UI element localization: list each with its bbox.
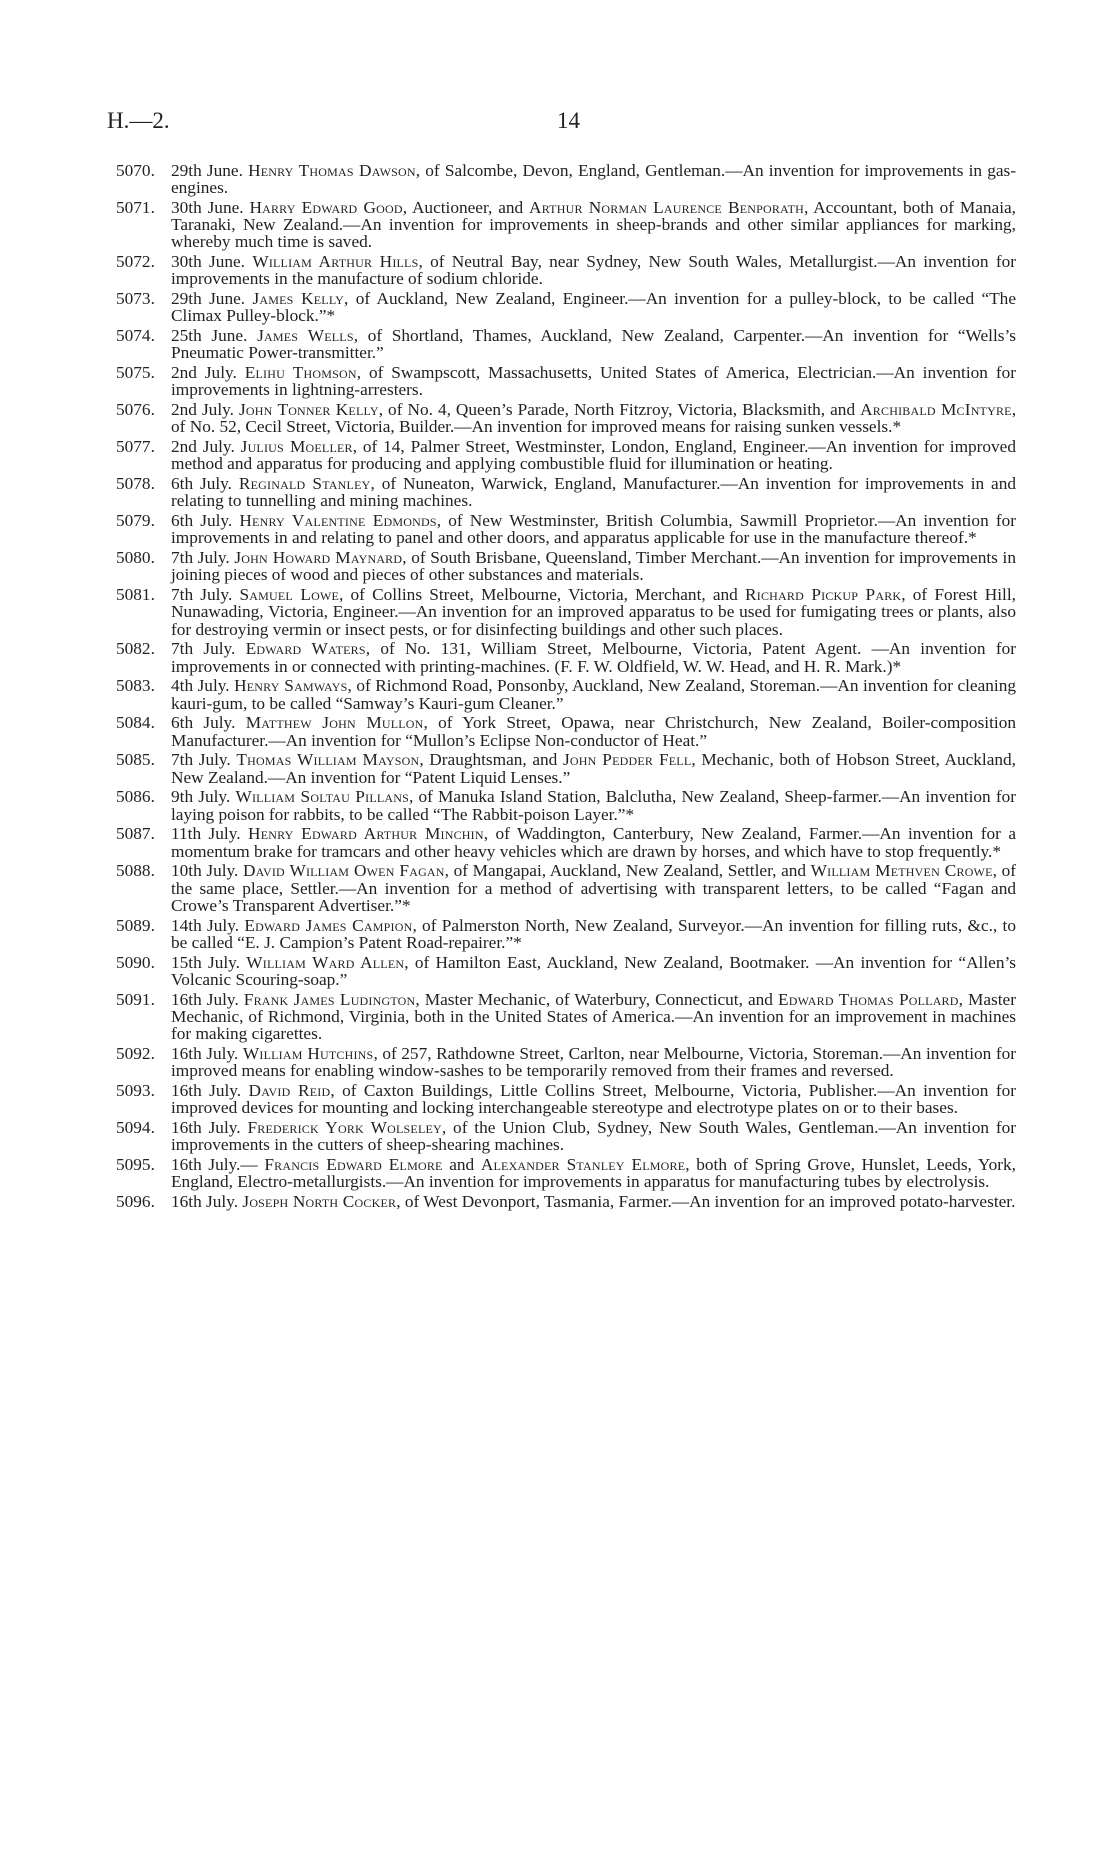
entry-description: , Auctioneer, and bbox=[402, 198, 530, 217]
applicant-name: William Arthur Hills bbox=[252, 252, 419, 272]
entry-number: 5073. bbox=[116, 289, 155, 309]
entry-date: 10th July. bbox=[171, 861, 239, 881]
entry-description: , of Waddington, Canterbury, New Zealand, Farmer.—An invention for a momentum brake for tramcars and other heavy vehicles which are drawn by horses, and which have to stop frequently.* bbox=[171, 824, 1016, 861]
patent-entry bbox=[116, 917, 1016, 951]
applicant-name: Elihu Thomson bbox=[244, 363, 357, 383]
entry-number: 5075. bbox=[116, 363, 155, 383]
entry-description: , of New Westminster, British Columbia, Sawmill Proprietor.—An invention for improvements in and relating to panel and other doors, and apparatus applicable for use in the manufacture thereof.* bbox=[171, 511, 1016, 548]
entry-date: 16th July. bbox=[171, 1080, 242, 1100]
entry-number: 5078. bbox=[116, 474, 155, 494]
entry-date: 16th July. bbox=[171, 989, 239, 1009]
applicant-name: Henry Edward Arthur Minchin bbox=[248, 824, 484, 844]
applicant-name: Joseph North Cocker bbox=[242, 1191, 397, 1211]
patent-entry bbox=[116, 1119, 1016, 1153]
patent-entry-list bbox=[116, 162, 1016, 1213]
entry-number: 5074. bbox=[116, 326, 155, 346]
entry-number: 5079. bbox=[116, 511, 155, 531]
entry-number: 5089. bbox=[116, 915, 155, 935]
applicant-name: Harry Edward Good bbox=[249, 198, 403, 217]
entry-description: , of York Street, Opawa, near Christchurch, New Zealand, Boiler-composition Manufacturer.—An invention for “Mullon’s Eclipse Non-conductor of Heat.” bbox=[171, 713, 1016, 750]
entry-description: , Accountant, both of Manaia, Taranaki, New Zealand.—An invention for improvements in sheep-brands and other similar appliances for marking, whereby much time is saved. bbox=[171, 198, 1016, 252]
entry-date: 2nd July. bbox=[171, 363, 237, 383]
entry-description: , of Manuka Island Station, Balclutha, New Zealand, Sheep-farmer.—An invention for laying poison for rabbits, to be called “The Rabbit-poison Layer.”* bbox=[171, 787, 1016, 824]
entry-description: , of the same place, Settler.—An invention for a method of advertising with transparent letters, to be called “Fagan and Crowe’s Transparent Advertiser.”* bbox=[171, 861, 1016, 915]
entry-description: , both of Spring Grove, Hunslet, Leeds, York, England, Electro-metallurgists.—An invention for improvements in apparatus for manufacturing tubes by electrolysis. bbox=[171, 1154, 1016, 1192]
entry-description: , of 257, Rathdowne Street, Carlton, near Melbourne, Victoria, Storeman.—An invention for improved means for enabling window-sashes to be temporarily removed from their frames and reversed. bbox=[171, 1043, 1016, 1081]
patent-entry bbox=[116, 1082, 1016, 1116]
patent-entry bbox=[116, 438, 1016, 472]
patent-entry bbox=[116, 549, 1016, 583]
patent-entry bbox=[116, 862, 1016, 914]
applicant-name: Alexander Stanley Elmore bbox=[480, 1154, 686, 1174]
entry-date: 14th July. bbox=[171, 915, 240, 935]
applicant-name: David William Owen Fagan bbox=[243, 861, 445, 881]
entry-description: , of Salcombe, Devon, England, Gentleman.—An invention for improvements in gas-engines. bbox=[171, 161, 1016, 198]
applicant-name: Edward Thomas Pollard bbox=[777, 989, 959, 1009]
entry-number: 5084. bbox=[116, 713, 155, 733]
page-header bbox=[107, 108, 1027, 140]
entry-description: , of No. 4, Queen’s Parade, North Fitzroy, Victoria, Blacksmith, and bbox=[378, 400, 861, 420]
patent-entry bbox=[116, 199, 1016, 251]
applicant-name: Henry Thomas Dawson bbox=[248, 161, 416, 180]
entry-description: , of West Devonport, Tasmania, Farmer.—An invention for an improved potato-harvester. bbox=[396, 1191, 1016, 1211]
entry-number: 5086. bbox=[116, 787, 155, 807]
patent-entry bbox=[116, 991, 1016, 1043]
entry-description: , of South Brisbane, Queensland, Timber Merchant.—An invention for improvements in joining pieces of wood and pieces of other substances and materials. bbox=[171, 548, 1016, 585]
entry-description: , of Neutral Bay, near Sydney, New South Wales, Metallurgist.—An invention for improvements in the manufacture of sodium chloride. bbox=[171, 252, 1017, 289]
applicant-name: Reginald Stanley bbox=[238, 474, 371, 494]
entry-number: 5088. bbox=[116, 861, 155, 881]
entry-number: 5090. bbox=[116, 952, 155, 972]
entry-description: , of Caxton Buildings, Little Collins Street, Melbourne, Victoria, Publisher.—An invention for improved devices for mounting and locking interchangeable stereotype and electrotype plates on or to their bases. bbox=[171, 1080, 1016, 1118]
entry-number: 5085. bbox=[116, 750, 155, 770]
entry-description: , of Mangapai, Auckland, New Zealand, Settler, and bbox=[444, 861, 811, 881]
entry-date: 9th July. bbox=[171, 787, 231, 807]
applicant-name: William Hutchins bbox=[242, 1043, 374, 1063]
entry-number: 5071. bbox=[116, 198, 155, 217]
applicant-name: Edward James Campion bbox=[244, 915, 413, 935]
applicant-name: Edward Waters bbox=[245, 639, 366, 659]
entry-description: , of No. 131, William Street, Melbourne, Victoria, Patent Agent. —An invention for improvements in or connected with printing-machines. (F. F. W. Oldfield, W. W. Head, and H. R. Mark.)* bbox=[171, 639, 1016, 676]
entry-date: 4th July. bbox=[171, 676, 230, 696]
entry-description: , of Richmond Road, Ponsonby, Auckland, New Zealand, Storeman.—An invention for cleaning kauri-gum, to be called “Samway’s Kauri-gum Cleaner.” bbox=[171, 676, 1016, 713]
applicant-name: Julius Moeller bbox=[240, 437, 353, 457]
entry-description: , Master Mechanic, of Richmond, Virginia, both in the United States of America.—An invention for an improvement in machines for making cigarettes. bbox=[171, 989, 1016, 1044]
entry-date: 6th July. bbox=[171, 474, 232, 494]
entry-number: 5081. bbox=[116, 585, 155, 605]
entry-date: 11th July. bbox=[171, 824, 241, 844]
applicant-name: Samuel Lowe bbox=[239, 585, 340, 605]
patent-entry bbox=[116, 1156, 1016, 1190]
applicant-name: David Reid bbox=[248, 1080, 331, 1100]
applicant-name: Frank James Ludington bbox=[243, 989, 416, 1009]
entry-number: 5080. bbox=[116, 548, 155, 568]
patent-entry bbox=[116, 162, 1016, 196]
patent-entry bbox=[116, 1045, 1016, 1079]
applicant-name: James Kelly bbox=[252, 289, 345, 309]
entry-number: 5082. bbox=[116, 639, 155, 659]
applicant-name: Matthew John Mullon bbox=[245, 713, 424, 733]
patent-entry bbox=[116, 253, 1016, 287]
entry-date: 7th July. bbox=[171, 750, 231, 770]
applicant-name: William Methven Crowe bbox=[810, 861, 993, 881]
entry-description: , of Forest Hill, Nunawading, Victoria, Engineer.—An invention for an improved apparatus to be used for fumigating trees or plants, also for destroying vermin or insect pests, or for disinfecting buildings and other such places. bbox=[171, 585, 1016, 639]
patent-entry bbox=[116, 677, 1016, 711]
applicant-name: Francis Edward Elmore bbox=[264, 1154, 443, 1174]
applicant-name: Henry Samways bbox=[234, 676, 348, 696]
applicant-name: John Tonner Kelly bbox=[239, 400, 379, 420]
entry-number: 5093. bbox=[116, 1080, 155, 1100]
entry-description: , Mechanic, both of Hobson Street, Auckland, New Zealand.—An invention for “Patent Liquid Lenses.” bbox=[171, 750, 1016, 787]
patent-entry bbox=[116, 401, 1016, 435]
entry-date: 25th June. bbox=[171, 326, 248, 346]
entry-number: 5077. bbox=[116, 437, 155, 457]
entry-date: 6th July. bbox=[171, 713, 236, 733]
applicant-name: James Wells bbox=[257, 326, 354, 346]
patent-entry bbox=[116, 825, 1016, 859]
applicant-name: John Pedder Fell bbox=[562, 750, 692, 770]
entry-description: , of Auckland, New Zealand, Engineer.—An invention for a pulley-block, to be called “The Climax Pulley-block.”* bbox=[171, 289, 1016, 326]
entry-date: 16th July. bbox=[171, 1191, 239, 1211]
entry-date: 7th July. bbox=[171, 585, 233, 605]
entry-number: 5092. bbox=[116, 1043, 155, 1063]
patent-entry bbox=[116, 640, 1016, 674]
entry-description: , of Nuneaton, Warwick, England, Manufacturer.—An invention for improvements in and relating to tunnelling and mining machines. bbox=[171, 474, 1016, 511]
patent-entry bbox=[116, 475, 1016, 509]
entry-number: 5095. bbox=[116, 1154, 155, 1174]
applicant-name: Arthur Norman Laurence Benporath bbox=[529, 198, 804, 217]
entry-date: 30th June. bbox=[171, 252, 246, 272]
entry-description: , Master Mechanic, of Waterbury, Connecticut, and bbox=[415, 989, 778, 1009]
patent-entry bbox=[116, 364, 1016, 398]
entry-number: 5096. bbox=[116, 1191, 155, 1211]
applicant-name: William Soltau Pillans bbox=[235, 787, 409, 807]
entry-description: , of 14, Palmer Street, Westminster, London, England, Engineer.—An invention for improved method and apparatus for producing and applying combustible fluid for illumination or heating. bbox=[171, 437, 1016, 474]
applicant-name: Frederick York Wolseley bbox=[247, 1117, 442, 1137]
entry-date: 30th June. bbox=[171, 198, 244, 217]
entry-number: 5070. bbox=[116, 161, 155, 180]
entry-date: 7th July. bbox=[171, 639, 236, 659]
entry-number: 5072. bbox=[116, 252, 155, 272]
entry-date: 7th July. bbox=[171, 548, 230, 568]
applicant-name: Thomas William Mayson bbox=[236, 750, 420, 770]
patent-entry bbox=[116, 290, 1016, 324]
page-number: 14 bbox=[557, 108, 580, 133]
applicant-name: Richard Pickup Park bbox=[745, 585, 902, 605]
patent-entry bbox=[116, 788, 1016, 822]
entry-date: 16th July. bbox=[171, 1117, 241, 1137]
patent-entry bbox=[116, 1193, 1016, 1210]
entry-date: 6th July. bbox=[171, 511, 233, 531]
entry-description: , of Collins Street, Melbourne, Victoria, Merchant, and bbox=[339, 585, 746, 605]
entry-description: and bbox=[442, 1154, 481, 1174]
entry-description: , of No. 52, Cecil Street, Victoria, Builder.—An invention for improved means for raising sunken vessels.* bbox=[171, 400, 1017, 437]
entry-date: 2nd July. bbox=[171, 400, 234, 420]
entry-description: , of Palmerston North, New Zealand, Surveyor.—An invention for filling ruts, &c., to be called “E. J. Campion’s Patent Road-repairer.”* bbox=[171, 915, 1016, 952]
patent-entry bbox=[116, 751, 1016, 785]
applicant-name: Archibald McIntyre bbox=[860, 400, 1012, 420]
patent-entry bbox=[116, 327, 1016, 361]
applicant-name: William Ward Allen bbox=[246, 952, 405, 972]
entry-date: 2nd July. bbox=[171, 437, 235, 457]
entry-number: 5087. bbox=[116, 824, 155, 844]
document-reference: H.—2. bbox=[107, 108, 170, 133]
entry-date: 15th July. bbox=[171, 952, 240, 972]
patent-entry bbox=[116, 512, 1016, 546]
applicant-name: John Howard Maynard bbox=[234, 548, 403, 568]
entry-description: , Draughtsman, and bbox=[419, 750, 563, 770]
patent-entry bbox=[116, 954, 1016, 988]
entry-description: , of Swampscott, Massachusetts, United States of America, Electrician.—An invention for improvements in lightning-arresters. bbox=[171, 363, 1016, 400]
patent-entry bbox=[116, 714, 1016, 748]
entry-number: 5094. bbox=[116, 1117, 155, 1137]
entry-number: 5083. bbox=[116, 676, 155, 696]
entry-number: 5091. bbox=[116, 989, 155, 1009]
entry-description: , of Hamilton East, Auckland, New Zealand, Bootmaker. —An invention for “Allen’s Volcanic Scouring-soap.” bbox=[171, 952, 1017, 989]
entry-date: 16th July.— bbox=[171, 1154, 258, 1174]
entry-date: 29th June. bbox=[171, 161, 243, 180]
patent-entry bbox=[116, 586, 1016, 638]
entry-description: , of the Union Club, Sydney, New South Wales, Gentleman.—An invention for improvements in the cutters of sheep-shearing machines. bbox=[171, 1117, 1016, 1155]
entry-description: , of Shortland, Thames, Auckland, New Zealand, Carpenter.—An invention for “Wells’s Pneumatic Power-transmitter.” bbox=[171, 326, 1017, 363]
entry-number: 5076. bbox=[116, 400, 155, 420]
entry-date: 16th July. bbox=[171, 1043, 239, 1063]
entry-date: 29th June. bbox=[171, 289, 246, 309]
applicant-name: Henry Valentine Edmonds bbox=[239, 511, 437, 531]
